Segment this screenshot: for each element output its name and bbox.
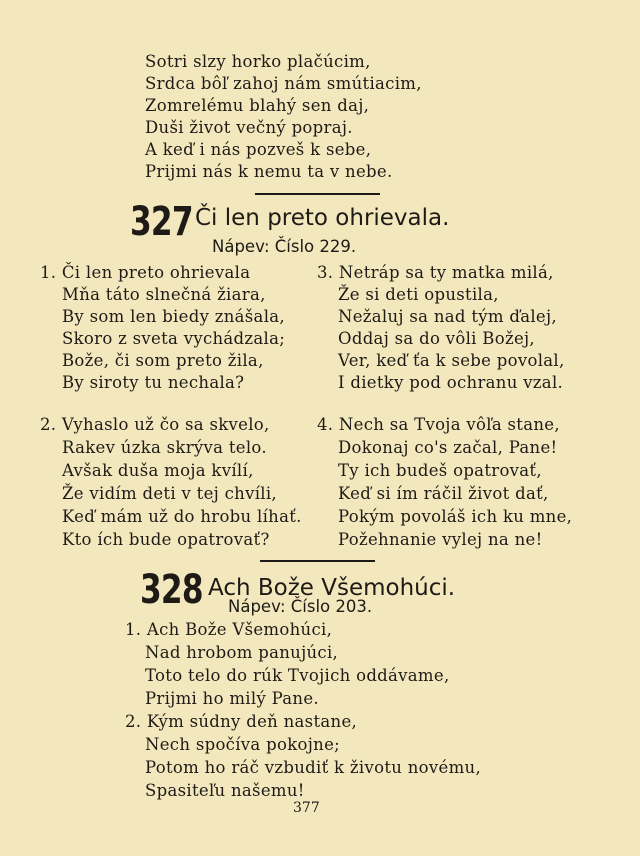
stanza-line: Avšak duša moja kvílí, (62, 461, 254, 480)
stanza-line: Keď mám už do hrobu líhať. (62, 507, 302, 526)
intro-line: Zomrelému blahý sen daj, (145, 96, 370, 115)
hymn-melody: Nápev: Číslo 229. (212, 237, 357, 256)
hymn-title: Ach Bože Všemohúci. (208, 575, 456, 601)
stanza-line: I dietky pod ochranu vzal. (338, 373, 564, 392)
stanza-line: Požehnanie vylej na ne! (338, 530, 543, 549)
intro-line: Srdca bôľ zahoj nám smútiacim, (145, 74, 422, 93)
stanza-line: 3. Netráp sa ty matka milá, (317, 263, 554, 282)
stanza-line: By siroty tu nechala? (62, 373, 245, 392)
hymn-title: Či len preto ohrievala. (195, 205, 450, 231)
hymn-number: 327 (130, 199, 193, 245)
stanza-line: Oddaj sa do vôli Božej, (338, 329, 535, 348)
stanza-line: Skoro z sveta vychádzala; (62, 329, 286, 348)
stanza-line: 1. Ach Bože Všemohúci, (125, 620, 333, 639)
stanza-line: Toto telo do rúk Tvojich oddávame, (145, 666, 450, 685)
stanza-line: Bože, či som preto žila, (62, 351, 264, 370)
stanza-line: Rakev úzka skrýva telo. (62, 438, 267, 457)
stanza-line: 4. Nech sa Tvoja vôľa stane, (317, 415, 560, 434)
page-number: 377 (293, 800, 320, 816)
stanza-line: Nech spočíva pokojne; (145, 735, 340, 754)
intro-line: Duši život večný popraj. (145, 118, 353, 137)
stanza-line: Ty ich budeš opatrovať, (338, 461, 542, 480)
stanza-line: Nežaluj sa nad tým ďalej, (338, 307, 557, 326)
stanza-line: Pokým povoláš ich ku mne, (338, 507, 573, 526)
stanza-line: Kto ích bude opatrovať? (62, 530, 270, 549)
stanza-line: Potom ho ráč vzbudiť k životu novému, (145, 758, 481, 777)
intro-line: Prijmi nás k nemu ta v nebe. (145, 162, 393, 181)
stanza-line: Dokonaj co's začal, Pane! (338, 438, 558, 457)
section-divider (255, 193, 380, 195)
stanza-line: Keď si ím ráčil život dať, (338, 484, 549, 503)
hymn-number: 328 (140, 567, 203, 613)
stanza-line: 1. Či len preto ohrievala (40, 263, 251, 282)
hymn-melody: Nápev: Číslo 203. (228, 597, 373, 616)
stanza-line: Nad hrobom panujúci, (145, 643, 339, 662)
stanza-line: 2. Kým súdny deň nastane, (125, 712, 358, 731)
intro-line: A keď i nás pozveš k sebe, (145, 140, 372, 159)
stanza-line: Ver, keď ťa k sebe povolal, (338, 351, 565, 370)
intro-line: Sotri slzy horko plačúcim, (145, 52, 371, 71)
stanza-line: By som len biedy znášala, (62, 307, 285, 326)
stanza-line: Spasiteľu našemu! (145, 781, 305, 800)
stanza-line: Že si deti opustila, (338, 285, 499, 304)
stanza-line: 2. Vyhaslo už čo sa skvelo, (40, 415, 270, 434)
stanza-line: Že vidím deti v tej chvíli, (62, 484, 277, 503)
section-divider (260, 560, 375, 562)
stanza-line: Mňa táto slnečná žiara, (62, 285, 266, 304)
stanza-line: Prijmi ho milý Pane. (145, 689, 319, 708)
